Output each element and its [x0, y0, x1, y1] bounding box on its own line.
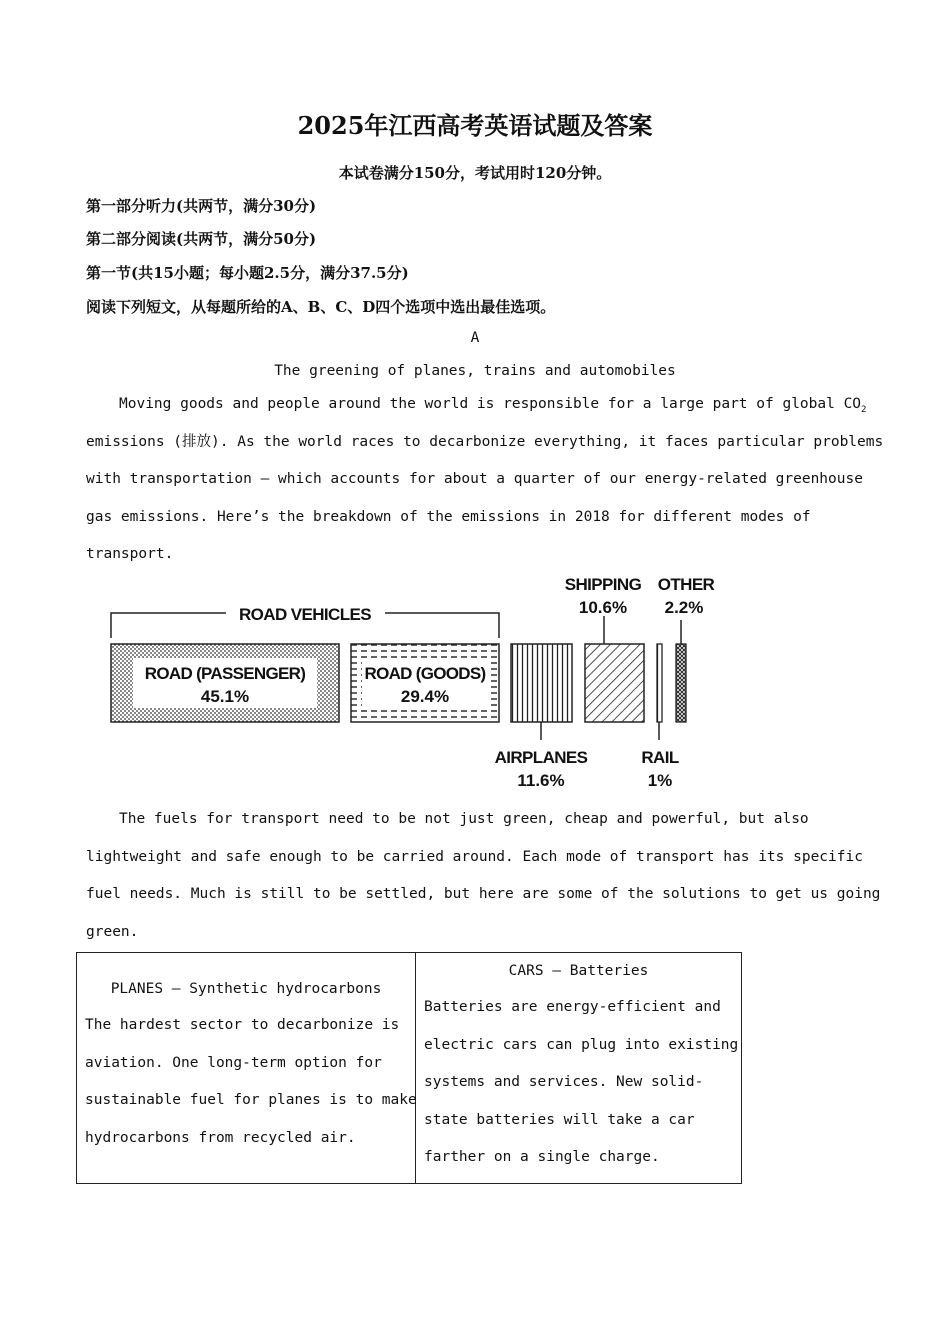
paragraph-2-line: lightweight and safe enough to be carried around. Each mode of transport has its specific: [86, 848, 863, 865]
passage-title: The greening of planes, trains and automobiles: [274, 363, 676, 379]
paragraph-2-line: green.: [86, 923, 139, 940]
value-label-airplanes: 11.6%: [517, 771, 565, 790]
value-label-shipping: 10.6%: [578, 598, 628, 617]
cars-heading: CARS — Batteries: [508, 963, 649, 979]
cars-cell: [416, 953, 742, 1184]
cars-line: farther on a single charge.: [424, 1149, 660, 1165]
bar-label-airplanes: AIRPLANES: [494, 748, 588, 767]
cars-line: Batteries are energy-efficient and: [424, 999, 721, 1015]
paragraph-1-line: Moving goods and people around the world is responsible for a large part of global $CO_2$: [119, 396, 867, 415]
paragraph-1-line: transport.: [86, 546, 174, 562]
bar-label-road-passenger: ROAD (PASSENGER): [144, 664, 306, 683]
section1-heading: 第一节(共15小题；每小题2.5分，满分37.5分): [86, 264, 409, 282]
paragraph-2: [86, 801, 881, 951]
bar-airplanes: [511, 644, 572, 722]
bar-label-road-goods: ROAD (GOODS): [364, 664, 486, 683]
planes-line: The hardest sector to decarbonize is: [85, 1017, 400, 1033]
planes-line: sustainable fuel for planes is to make: [85, 1092, 417, 1108]
paragraph-2-line: fuel needs. Much is still to be settled, but here are some of the solutions to get us going: [86, 886, 881, 902]
part2-heading: 第二部分阅读(共两节，满分50分): [86, 230, 317, 248]
cars-line: electric cars can plug into existing: [424, 1036, 739, 1053]
cars-body: [424, 989, 739, 1177]
instruction: 阅读下列短文，从每题所给的A、B、C、D四个选项中选出最佳选项。: [86, 298, 556, 316]
emissions-chart: [100, 570, 740, 795]
value-label-other: 2.2%: [664, 598, 704, 617]
bar-road-passenger: [111, 644, 339, 722]
planes-heading: PLANES — Synthetic hydrocarbons: [110, 981, 382, 997]
value-label-road-passenger: 45.1%: [200, 687, 250, 706]
exam-info: 本试卷满分150分，考试用时120分钟。: [338, 164, 612, 182]
page-title: 2025年江西高考英语试题及答案: [297, 111, 653, 140]
planes-line: hydrocarbons from recycled air.: [85, 1129, 356, 1146]
planes-body: [85, 1007, 417, 1157]
paragraph-1-line: with transportation — which accounts for about a quarter of our energy-related greenhouse: [86, 471, 863, 487]
planes-line: aviation. One long-term option for: [85, 1054, 382, 1071]
part1-heading: 第一部分听力(共两节，满分30分): [86, 197, 317, 215]
cars-line: systems and services. New solid-: [424, 1074, 704, 1090]
bar-other: [676, 644, 686, 722]
value-label-rail: 1%: [647, 771, 673, 790]
planes-cell: [77, 953, 416, 1184]
paragraph-1-line: emissions (排放). As the world races to decarbonize everything, it faces particular problems: [86, 433, 884, 450]
bar-road-goods: [351, 644, 499, 722]
paragraph-2-line: The fuels for transport need to be not just green, cheap and powerful, but also: [119, 811, 809, 827]
passage-label: A: [470, 330, 480, 346]
bar-label-other: OTHER: [657, 575, 715, 594]
paragraph-1: [86, 386, 884, 574]
solutions-table: [76, 952, 742, 1184]
cars-line: state batteries will take a car: [424, 1111, 695, 1128]
paragraph-1-line: gas emissions. Here’s the breakdown of the emissions in 2018 for different modes of: [86, 508, 811, 525]
road-vehicles-label: ROAD VEHICLES: [239, 605, 371, 624]
bar-shipping: [585, 644, 644, 722]
bar-label-rail: RAIL: [641, 748, 679, 767]
bar-rail: [657, 644, 662, 722]
value-label-road-goods: 29.4%: [400, 687, 450, 706]
bar-label-shipping: SHIPPING: [564, 575, 642, 594]
